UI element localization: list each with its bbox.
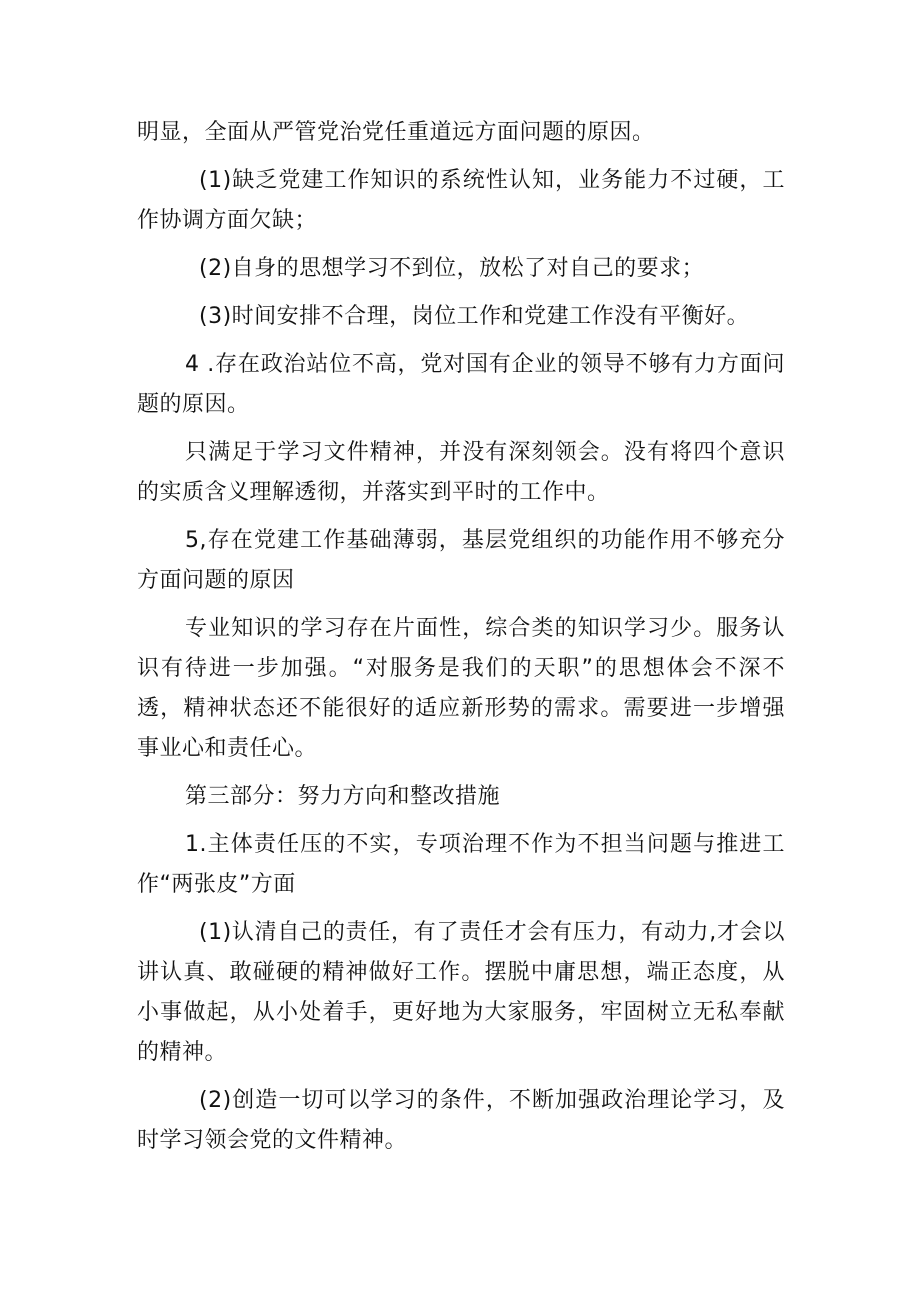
paragraph-measure-1-item-2: (2)创造一切可以学习的条件，不断加强政治理论学习，及时学习领会党的文件精神。: [137, 1088, 785, 1153]
paragraph-item-2: (2)自身的思想学习不到位，放松了对自己的要求；: [199, 256, 705, 281]
paragraph-item-3: (3)时间安排不合理，岗位工作和党建工作没有平衡好。: [199, 304, 750, 329]
paragraph-section-5: 5,存在党建工作基础薄弱，基层党组织的功能作用不够充分方面问题的原因: [137, 528, 785, 593]
paragraph-section-5-body: 专业知识的学习存在片面性，综合类的知识学习少。服务认识有待进一步加强。“对服务是我们的天职”的思想体会不深不透，精神状态还不能很好的适应新形势的需求。需要进一步增强事业心和责任心。: [137, 616, 785, 761]
document-body: [137, 113, 785, 1169]
paragraph-measure-1: 1.主体责任压的不实，专项治理不作为不担当问题与推进工作“两张皮”方面: [137, 832, 785, 897]
paragraph-part-three-heading: 第三部分：努力方向和整改措施: [185, 784, 501, 809]
paragraph-section-4-body: 只满足于学习文件精神，并没有深刻领会。没有将四个意识的实质含义理解透彻，并落实到平时的工作中。: [137, 440, 785, 505]
paragraph-item-1: (1)缺乏党建工作知识的系统性认知，业务能力不过硬，工作协调方面欠缺；: [137, 168, 785, 233]
paragraph-section-4: 4 .存在政治站位不高，党对国有企业的领导不够有力方面问题的原因。: [137, 352, 785, 417]
paragraph-measure-1-item-1: (1)认清自己的责任，有了责任才会有压力，有动力,才会以讲认真、敢碰硬的精神做好工作。摆脱中庸思想，端正态度，从小事做起，从小处着手，更好地为大家服务，牢固树立无私奉献的精神。: [137, 920, 785, 1065]
paragraph-continuation: 明显，全面从严管党治党任重道远方面问题的原因。: [137, 120, 655, 145]
